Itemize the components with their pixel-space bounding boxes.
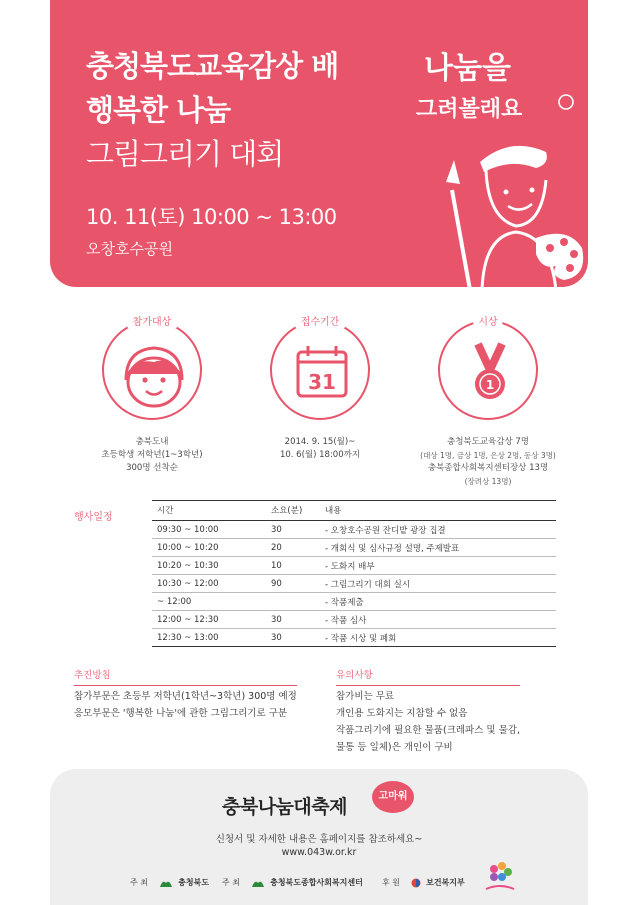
sponsor-name: 충청북도종합사회복지센터 — [270, 878, 363, 887]
calendar-icon — [272, 322, 372, 422]
medal-number: 1 — [485, 378, 495, 392]
sponsor-ministry — [382, 877, 465, 888]
participants-line-1: 충북도내 — [135, 437, 169, 447]
awards-circle — [438, 317, 538, 420]
policy-line-2: 응모부문은 '행복한 나눔'에 관한 그림그리기로 구분 — [74, 708, 288, 719]
title-line-1: 충청북도교육감상 배 — [86, 49, 339, 83]
row-time: 12:00 ~ 12:30 — [152, 611, 266, 629]
policy-section — [74, 667, 297, 722]
table-row — [152, 575, 556, 593]
row-time: 10:30 ~ 12:00 — [152, 575, 266, 593]
row-duration: 90 — [266, 575, 320, 593]
registration-line-2: 10. 6(월) 18:00까지 — [279, 450, 361, 460]
awards-line-1: 충청북도교육감상 7명 — [446, 437, 529, 447]
registration-tag: 접수기간 — [296, 313, 345, 328]
sponsors-row — [50, 873, 588, 897]
sponsor-role: 주 최 — [130, 878, 148, 887]
participants-line-3: 300명 선착순 — [126, 463, 178, 473]
festival-name: 충북나눔대축제 — [222, 796, 347, 818]
event-title — [86, 44, 338, 176]
policy-title: 추진방침 — [74, 667, 297, 686]
row-time: ~ 12:00 — [152, 593, 266, 611]
participants-line-2: 초등학생 저학년(1~3학년) — [101, 450, 203, 460]
ministry-logo-icon — [411, 878, 421, 888]
table-row — [152, 611, 556, 629]
awards-line-2: (대상 1명, 금상 1명, 은상 2명, 동상 3명) — [420, 451, 556, 460]
child-face-icon — [104, 322, 204, 422]
registration-info — [235, 317, 405, 462]
table-row — [152, 557, 556, 575]
footer — [50, 769, 588, 905]
header-time: 시간 — [152, 501, 266, 521]
row-content: - 개회식 및 심사규정 설명, 주제발표 — [320, 539, 556, 557]
registration-line-1: 2014. 9. 15(월)~ — [284, 437, 356, 447]
row-duration: 30 — [266, 629, 320, 647]
event-place: 오창호수공원 — [86, 240, 173, 258]
caution-line-4: 물통 등 일체)은 개인이 구비 — [336, 742, 453, 753]
awards-info — [403, 317, 573, 488]
row-time: 09:30 ~ 10:00 — [152, 521, 266, 539]
chungbuk-logo-icon — [159, 878, 173, 888]
medal-icon — [440, 322, 540, 422]
row-content: - 오창호수공원 잔디밭 광장 집결 — [320, 521, 556, 539]
sponsor-role: 주 최 — [222, 878, 240, 887]
sponsor-role: 후 원 — [382, 878, 400, 887]
awards-line-4: (장려상 13명) — [464, 477, 512, 486]
painter-boy-illustration — [410, 40, 585, 287]
schedule-label: 행사일정 — [74, 512, 113, 523]
schedule-table — [152, 500, 556, 647]
participants-tag: 참가대상 — [128, 313, 177, 328]
policy-line-1: 참가부문은 초등부 저학년(1학년~3학년) 300명 예정 — [74, 691, 297, 702]
sponsor-chungbuk — [130, 877, 209, 888]
row-duration: 30 — [266, 611, 320, 629]
sponsor-name: 충청북도 — [178, 878, 210, 887]
sponsor-welfare-center — [222, 877, 363, 888]
homepage-url[interactable]: www.043w.or.kr — [281, 847, 357, 858]
table-row — [152, 521, 556, 539]
row-content: - 작품 심사 — [320, 611, 556, 629]
table-row — [152, 539, 556, 557]
homepage-notice: 신청서 및 자세한 내용은 홈페이지를 참조하세요~ — [215, 834, 423, 845]
title-line-2: 행복한 나눔 — [86, 93, 231, 127]
header-content: 내용 — [320, 501, 556, 521]
thanks-badge: 고마워 — [372, 781, 414, 813]
row-content: - 도화지 배부 — [320, 557, 556, 575]
row-time: 12:30 ~ 13:00 — [152, 629, 266, 647]
event-date: 10. 11(토) 10:00 ~ 13:00 — [86, 205, 337, 229]
row-duration: 10 — [266, 557, 320, 575]
caution-line-1: 참가비는 무료 — [336, 691, 395, 702]
participants-circle — [102, 317, 202, 420]
row-time: 10:00 ~ 10:20 — [152, 539, 266, 557]
table-row — [152, 593, 556, 611]
participants-info — [67, 317, 237, 475]
row-time: 10:20 ~ 10:30 — [152, 557, 266, 575]
awards-line-3: 충북종합사회복지센터장상 13명 — [427, 463, 549, 473]
hero-banner — [50, 0, 588, 287]
caution-section — [336, 667, 520, 756]
caution-line-2: 개인용 도화지는 지참할 수 없음 — [336, 708, 468, 719]
caution-title: 유의사항 — [336, 667, 520, 686]
table-row — [152, 629, 556, 647]
row-content: - 작품 시상 및 폐회 — [320, 629, 556, 647]
row-duration: 20 — [266, 539, 320, 557]
calendar-day: 31 — [308, 370, 336, 394]
welfare-center-logo-icon — [251, 878, 265, 888]
row-duration — [266, 593, 320, 611]
awards-tag: 시상 — [473, 313, 502, 328]
row-content: - 작품제출 — [320, 593, 556, 611]
sharing-festival-logo-icon — [480, 859, 520, 895]
registration-circle — [270, 317, 370, 420]
caution-line-3: 작품그리기에 필요한 물품(크레파스 및 물감, — [336, 725, 520, 736]
schedule-header-row — [152, 501, 556, 521]
sponsor-name: 보건복지부 — [426, 878, 465, 887]
title-line-3: 그림그리기 대회 — [86, 137, 284, 171]
handwriting-line-2: 그려볼래요 — [416, 97, 523, 122]
handwriting-line-1: 나눔을 — [424, 51, 511, 86]
header-duration: 소요(분) — [266, 501, 320, 521]
row-content: - 그림그리기 대회 실시 — [320, 575, 556, 593]
row-duration: 30 — [266, 521, 320, 539]
